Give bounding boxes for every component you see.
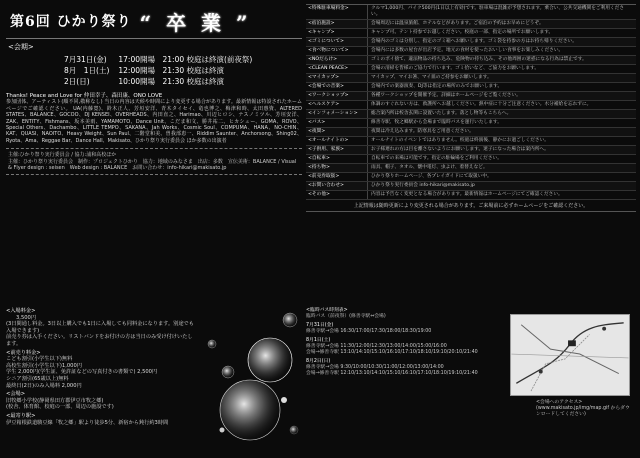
bus-line: 修善寺駅→会場 9:30/10:00/10:30/11:00/12:00/13:00/14:00	[306, 365, 444, 370]
info-row	[306, 173, 636, 182]
info-key: <オールナイトの>	[306, 137, 368, 145]
info-row	[306, 92, 636, 101]
info-key: <キャンプ>	[306, 29, 368, 37]
info-key: <ゴミについて>	[306, 38, 368, 46]
map-caption-heading: <会場へのアクセス>	[536, 400, 583, 405]
info-row	[306, 182, 636, 191]
info-value: 夜間は冷え込みます。防寒具をご用意ください。	[371, 129, 474, 134]
info-row	[306, 5, 636, 20]
info-value: 各種ワークショップを開催予定。詳細はホームページをご覧ください。	[371, 93, 521, 98]
thanks-heading: Thanks! Peace and Love for 仲田幸子、森田康、ONO LOVE	[6, 93, 163, 99]
right-column	[306, 4, 636, 454]
info-value: 会場内での楽器演奏、DJ等は指定の場所のみでお願いします。	[371, 84, 503, 89]
info-key: <子供用、家族>	[306, 146, 368, 154]
info-row	[306, 146, 636, 155]
bus-date: 8月1日(土)	[306, 338, 331, 343]
info-key: <夜間>	[306, 128, 368, 136]
info-key: <NOだらけ>	[306, 56, 368, 64]
info-key: <ワークショップ>	[306, 92, 368, 100]
schedule-row	[64, 65, 302, 76]
bus-line: 修善寺駅→会場 11:30/12:00/12:30/13:00/14:00/15:00/16:00	[306, 344, 447, 349]
info-value: 自転車での来場は可能です。指定の駐輪場をご利用ください。	[371, 156, 502, 161]
staff-heading: 主催:ひかり祭り実行委員会 / 協力:浦和高校ほか	[8, 152, 117, 159]
venue-name: 旧牧郷小学校(静岡県田方郡伊豆市牧之郷)	[6, 397, 104, 404]
presale-item: 学生 2,000円(学生証、免許証などの写真付きの書類で) 2,500円	[6, 369, 158, 376]
info-key: <CLEAN PEACE>	[306, 65, 368, 73]
bus-date: 7月31日(金)	[306, 323, 334, 328]
bubble-art-illustration	[200, 300, 302, 450]
info-row	[306, 119, 636, 128]
info-key: <食べ物について>	[306, 47, 368, 55]
info-row	[306, 47, 636, 56]
presale-heading: <前売り料金>	[6, 349, 41, 356]
schedule-list	[64, 54, 302, 87]
schedule-date: 2日(日)	[64, 77, 90, 86]
info-value: 体調のすぐれない方は、救護所へお越しください。熱中症に十分ご注意ください。水分補給を忘れずに。	[371, 102, 592, 107]
info-value: 雨具、帽子、タオル、懐中電灯、虫よけ、着替えなど。	[371, 165, 488, 170]
info-row	[306, 74, 636, 83]
venue-note: (校舎、体育館、校庭の一部、周辺の施設です)	[6, 404, 114, 411]
info-value: クルマ1,000円、バイク500円(1日以上有効)です。駐車場は混雑が予想されます。乗合い、公共交通機関をご利用ください。	[371, 6, 625, 17]
info-row	[306, 38, 636, 47]
info-table	[306, 4, 636, 212]
info-value: オールナイトのイベントではありません。校庭は終演後、静かにお過ごしください。	[371, 138, 549, 143]
info-key: <その他>	[306, 191, 368, 199]
ticket-price: 3,500円	[16, 314, 37, 321]
info-key: <マイカップ>	[306, 74, 368, 82]
schedule-row	[64, 54, 302, 65]
bus-line: 修善寺駅→会場 16:30/17:00/17:30/18:00/18:30/19:00	[306, 329, 432, 334]
info-row	[306, 101, 636, 110]
info-key: <バス>	[306, 119, 368, 127]
info-key: <ヘルスケア>	[306, 101, 368, 109]
info-value: ひかり祭り実行委員会 info-hikari@makisato.jp	[371, 183, 475, 188]
info-row	[306, 29, 636, 38]
bus-line: 会場→修善寺駅 13:10/14:10/15:10/16:10/17:10/18:10/19:10/20:10/21:40	[306, 350, 478, 355]
info-key: <自転車>	[306, 155, 368, 163]
info-row	[306, 191, 636, 200]
info-value: 会場周辺には温泉旅館、ホテルなどがあります。ご宿泊の予約はお早めにどうぞ。	[371, 21, 544, 26]
presale-item: 最終日(2日)のみ入場料 2,000円	[6, 382, 82, 389]
presale-item: シニア割引(65歳以上)無料	[6, 375, 69, 382]
info-key: <会場での音楽>	[306, 83, 368, 91]
artist-list: 参加団体、アーティスト(順不同,敬称なし) 当日の内容は天候や時間により変更する場合があります。最新情報は特設されたホームページでご確認ください。 UA(内藤寛)、鈴木正人、芳垣安洋、青木タイセイ、竜也博之、梅津和時、太田惠資、ALTERED STATES、BALANCE、GOCOO、DJ KENSEI、OVERHEADS、内田直之、Harimao、川辺ヒロシ、ナスノミツル、芳垣安洋、ZAK、ENTITY、Fishmans、坂本美雨、YAMAMOTO、Dance Unit、こだま和文、勝井祐二、ヒカシュー、GOMA、ROVO、Special Others、Dachambo、LITTLE TEMPO、SAKANA、Jah Works、Cosmic Soul、COMPUMA、HANA、NO-CHIN、KAT、QUASI、NAOITO、Heavy Weight、Sun Paul、二階堂和美、曽我部恵一、Riddim Saunter、Anchorsong、Shing02、Ryota、Ama、Reggae Bar、Dance Hall、Makisato、ひかり祭り実行委員会 ほか多数の出演者	[6, 99, 302, 144]
info-row	[306, 128, 636, 137]
access-heading: <最寄り駅>	[6, 412, 36, 419]
info-key: <前売券取扱>	[306, 173, 368, 181]
schedule-time: 12:00開場 21:30 校庭は終演	[118, 66, 225, 75]
presale-item: 高校生割引(小学生以下)1,000円	[6, 362, 82, 369]
update-notice: 上記情報は随時更新により変更される場合があります。ご来場前に必ずホームページをご確認ください。	[306, 200, 636, 212]
ticket-section	[6, 308, 196, 426]
info-value: マイカップ、マイお箸、マイ皿のご持参をお願いします。	[371, 75, 492, 80]
info-row	[306, 65, 636, 74]
info-row	[306, 155, 636, 164]
schedule-time: 17:00開場 21:00 校庭は終演(前夜祭)	[118, 55, 253, 64]
staff-body: 主催：ひかり祭り実行委員会 制作：プロジェクトひかり 協力：地域のみなさま 出店：多数 宣伝美術：BALANCE / Visual & Flyer design : seisen Web design : BALANCE お問い合わせ：info-hikari@makisato.jp	[8, 158, 297, 172]
ticket-note-2: 前売り券は入手ください。リストバンドをお付けの方は当日のみ受け付けいたします。	[6, 334, 193, 347]
divider	[6, 38, 302, 39]
schedule-row	[64, 76, 302, 87]
edition-title: 第6回 ひかり祭り	[10, 14, 132, 30]
info-key: <お問い合わせ>	[306, 182, 368, 190]
bus-timetable	[306, 308, 506, 454]
schedule-time: 10:00開場 21:30 校庭は終演	[118, 77, 225, 86]
access-info: 伊豆箱根鉄道駿豆線「牧之郷」駅より徒歩5分、新宿から鈍行約3時間	[6, 419, 169, 426]
bus-line: 会場→修善寺駅 12:10/13:10/14:10/15:10/16:10/17:10/18:10/19:10/21:40	[306, 371, 478, 376]
info-value: ゴミのポイ捨て、違法物品の持ち込み、危険物の持ち込み、その他周囲の迷惑になる行為は禁止です。	[371, 57, 587, 62]
info-value: 修善寺駅、牧之郷駅から会場まで臨時バスを運行いたします。	[371, 120, 502, 125]
info-value: お子様連れの方は目を離さないようにお願いします。迷子になった場合は案内所へ。	[371, 147, 549, 152]
info-key: <特殊駐車場料金>	[306, 5, 368, 19]
schedule-heading: <会期>	[8, 43, 34, 51]
info-row	[306, 56, 636, 65]
info-row	[306, 164, 636, 173]
bus-heading: <臨時バス時刻表>	[306, 308, 348, 313]
bus-date: 8月2日(日)	[306, 359, 331, 364]
info-row	[306, 83, 636, 92]
map-caption-note: (www.makisato.jp/img/map.gif からダウンロードしてください)	[536, 406, 630, 417]
left-column	[6, 6, 302, 452]
bus-list	[306, 323, 506, 377]
info-value: ひかり祭りホームページ、各プレイガイドにて取扱い中。	[371, 174, 492, 179]
info-row	[306, 20, 636, 29]
info-key: <インフォメーション>	[306, 110, 368, 118]
presale-item: こども割引(小学生以下)無料	[6, 356, 73, 363]
info-key: <持ち物>	[306, 164, 368, 172]
info-row	[306, 110, 636, 119]
info-value: 会場内には多数の屋台が出店予定。地元の食材を使ったおいしい食事をお楽しみください。	[371, 48, 564, 53]
venue-heading: <会場>	[6, 391, 26, 398]
info-key: <宿泊施設>	[306, 20, 368, 28]
schedule-date: 8月 1日(土)	[64, 66, 110, 75]
bus-subheading: 臨時バス（前夜祭）(修善寺駅⇔会場)	[306, 314, 386, 319]
title-row	[6, 6, 302, 36]
info-row	[306, 137, 636, 146]
theme-title: “ 卒 業 ”	[139, 10, 252, 35]
info-value: 内容は予告なく変更となる場合があります。最新情報はホームページにてご確認ください。	[371, 192, 563, 197]
ticket-heading: <入場料金>	[6, 308, 36, 314]
thanks-section	[6, 93, 302, 144]
access-map	[510, 314, 630, 396]
access-area	[306, 308, 636, 454]
map-caption	[536, 400, 634, 418]
info-value: キャンプ可。テント持参でお越しください。校庭の一部、指定の場所でお願いします。	[371, 30, 554, 35]
info-value: 総合案内所は校舎玄関に設置いたします。落とし物等もこちらへ。	[371, 111, 512, 116]
ticket-note: (3日間通し料金。3日以上購入でも1日に入場しても同料金になります。別途でも入場できます)	[6, 321, 194, 334]
info-value: 会場内のゴミは分別し、指定のゴミ箱へお願いします。ゴミ袋を持参の方はお持ち帰りください。	[371, 39, 577, 44]
schedule-date: 7月31日(金)	[64, 55, 107, 64]
staff-section	[6, 148, 302, 175]
info-value: 会場の清掃を皆様のご協力で行います。ゴミ拾いなど、ご協力をお願いします。	[371, 66, 540, 71]
